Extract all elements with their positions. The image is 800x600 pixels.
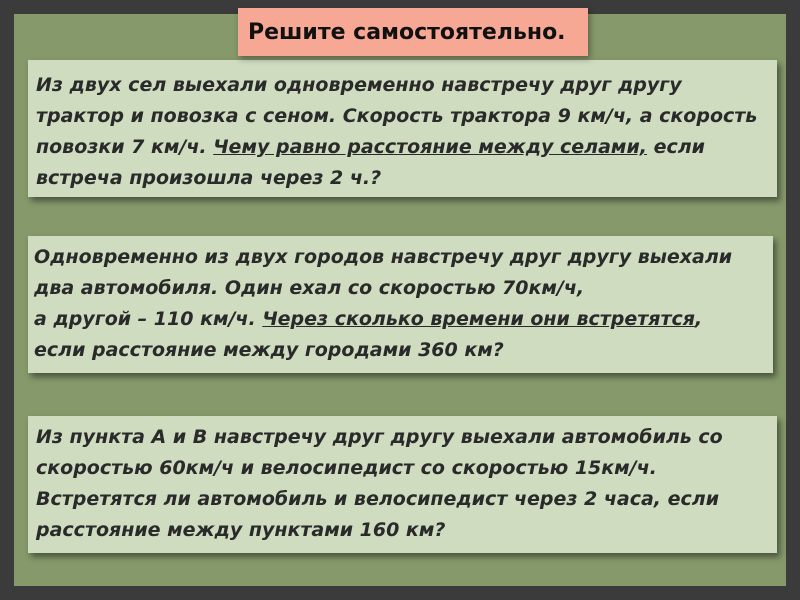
problem-2-line-5: если расстояние между городами 360 км? — [34, 339, 504, 361]
problem-3-line-2: Встретятся ли автомобиль и велосипедист через 2 часа, если расстояние между пунктами 160 км? — [36, 488, 720, 541]
problem-2-question-tail: , — [694, 308, 703, 330]
problem-3-line-1: Из пункта А и В навстречу друг другу выехали автомобиль со скоростью 60км/ч и велосипедист со скоростью 15км/ч. — [36, 426, 723, 479]
title-box — [238, 8, 588, 56]
problem-2-box — [28, 236, 773, 373]
problem-1-question: Чему равно расстояние между селами, — [213, 136, 647, 158]
problem-2-question: Через сколько времени они встретятся — [262, 308, 695, 330]
problem-3-text — [36, 422, 776, 546]
slide-title: Решите самостоятельно. — [248, 20, 566, 45]
problem-1-text — [36, 70, 776, 194]
problem-1-tail: если встреча произошла через 2 ч.? — [36, 136, 705, 189]
problem-2-line-3: а другой – 110 км/ч. — [34, 308, 263, 330]
problem-3-box — [28, 416, 777, 553]
problem-2-line-2: два автомобиля. Один ехал со скоростью 70км/ч, — [34, 277, 585, 299]
problem-2-text — [34, 242, 774, 366]
problem-2-line-1: Одновременно из двух городов навстречу друг другу выехали — [34, 246, 733, 268]
problem-1-box — [28, 60, 777, 197]
problem-1-lead: Из двух сел выехали одновременно навстречу друг другу трактор и повозка с сеном. Скорость трактора 9 км/ч, а скорость повозки 7 км/ч. — [36, 74, 758, 158]
